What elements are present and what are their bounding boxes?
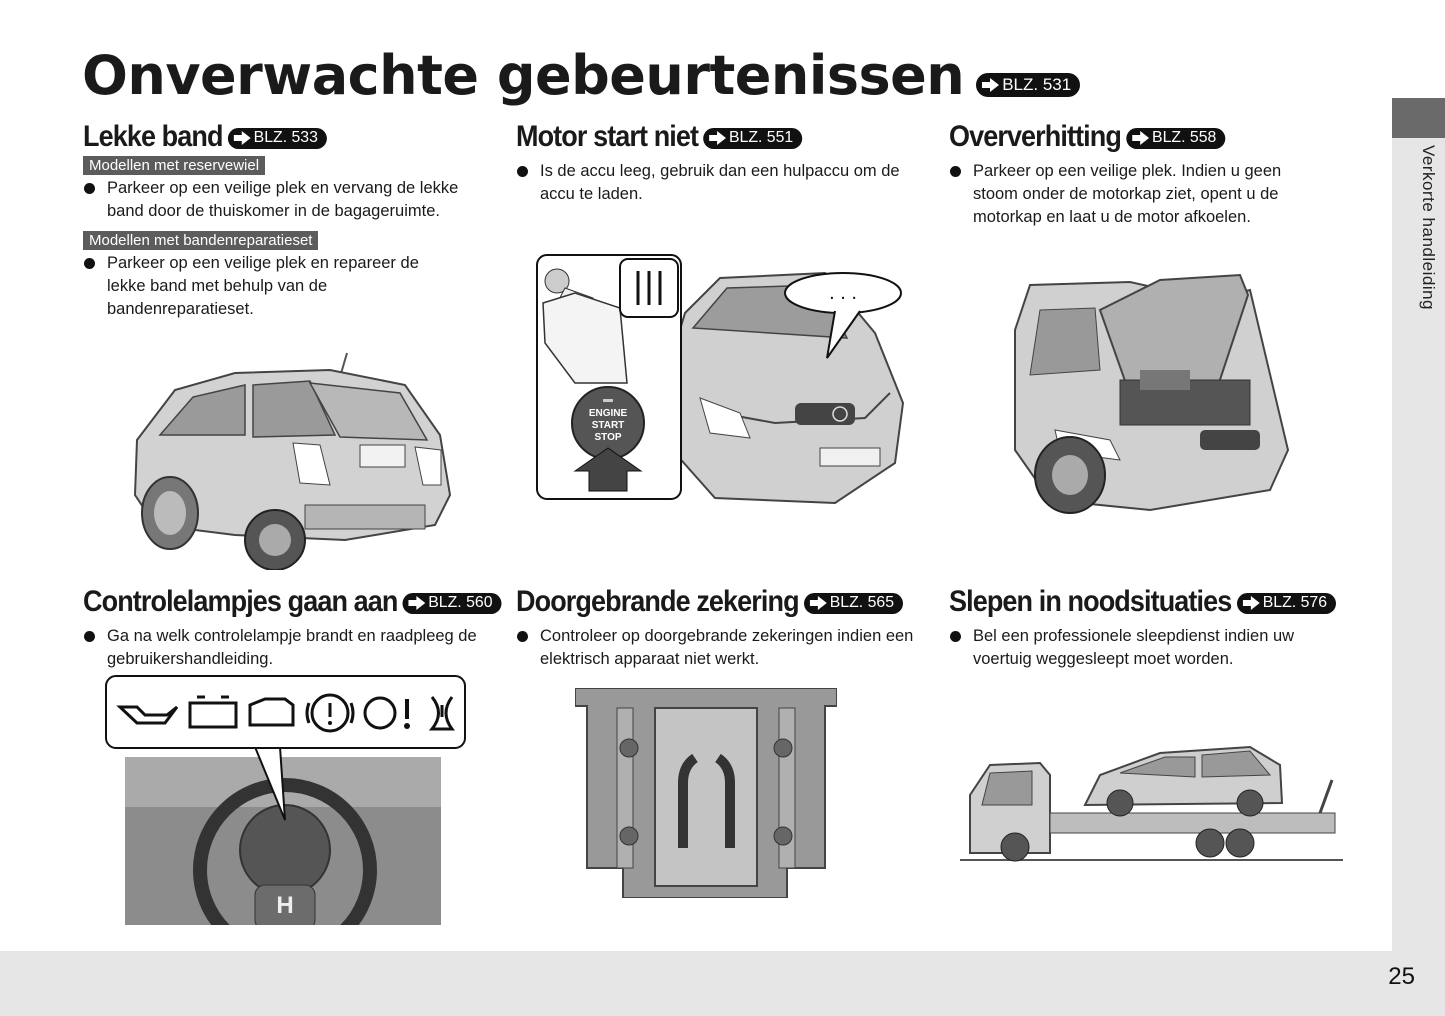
bullet-text: Ga na welk controlelampje brandt en raadpleeg de gebruikershandleiding. xyxy=(83,625,493,671)
page-ref-link[interactable]: BLZ. 565 xyxy=(804,593,903,614)
car-rear-illustration xyxy=(115,345,455,570)
page-ref-link[interactable]: BLZ. 533 xyxy=(228,128,327,149)
section-title: Lekke band BLZ. 533 xyxy=(83,120,452,154)
car-hood-open-illustration xyxy=(1010,270,1300,520)
engine-button-text: ENGINE xyxy=(588,408,628,419)
page-title-text: Onverwachte gebeurtenissen xyxy=(82,44,965,107)
section-flat-tire xyxy=(83,120,493,321)
arrow-right-icon xyxy=(707,131,727,145)
page-ref-link[interactable]: BLZ. 531 xyxy=(976,73,1080,97)
page-ref-link[interactable]: BLZ. 576 xyxy=(1237,593,1336,614)
arrow-right-icon xyxy=(232,131,252,145)
section-no-start xyxy=(516,120,926,206)
arrow-right-icon xyxy=(1130,131,1150,145)
page-title xyxy=(82,44,1080,107)
bullet-text: Parkeer op een veilige plek en repareer de lekke band met behulp van de bandenreparatieset. xyxy=(83,252,453,321)
page-ref-link[interactable]: BLZ. 560 xyxy=(403,593,502,614)
footer-bar xyxy=(0,951,1445,1016)
arrow-right-icon xyxy=(407,596,427,610)
arrow-right-icon xyxy=(980,78,1000,92)
page-number: 25 xyxy=(1388,963,1415,990)
section-indicators xyxy=(83,585,493,671)
engine-button-text: STOP xyxy=(594,432,622,443)
bubble-text: . . . xyxy=(829,282,857,304)
fuse-illustration xyxy=(575,688,837,898)
side-section-label: Verkorte handleiding xyxy=(1419,145,1438,311)
arrow-right-icon xyxy=(1241,596,1261,610)
section-title: Slepen in noodsituaties BLZ. 576 xyxy=(949,585,1318,619)
page-ref-link[interactable]: BLZ. 551 xyxy=(704,128,803,149)
bullet-text: Bel een professionele sleepdienst indien uw voertuig weggesleept moet worden. xyxy=(949,625,1329,671)
side-tab-marker xyxy=(1392,98,1445,138)
section-title: Controlelampjes gaan aan BLZ. 560 xyxy=(83,585,452,619)
bullet-text: Parkeer op een veilige plek en vervang de lekke band door de thuiskomer in de bagageruimte. xyxy=(83,177,493,223)
engine-start-illustration xyxy=(535,253,905,508)
model-tag: Modellen met bandenreparatieset xyxy=(83,231,318,250)
warning-lights-illustration xyxy=(105,675,470,925)
tow-truck-illustration xyxy=(960,735,1345,865)
section-towing xyxy=(949,585,1359,671)
bullet-text: Is de accu leeg, gebruik dan een hulpaccu om de accu te laden. xyxy=(516,160,916,206)
model-tag: Modellen met reservewiel xyxy=(83,156,265,175)
page-ref-link[interactable]: BLZ. 558 xyxy=(1126,128,1225,149)
section-title: Oververhitting BLZ. 558 xyxy=(949,120,1318,154)
section-title: Doorgebrande zekering BLZ. 565 xyxy=(516,585,885,619)
section-overheating xyxy=(949,120,1359,229)
section-fuse xyxy=(516,585,926,671)
logo-mark: H xyxy=(276,892,294,919)
engine-button-text: START xyxy=(591,420,625,431)
arrow-right-icon xyxy=(808,596,828,610)
bullet-text: Parkeer op een veilige plek. Indien u geen stoom onder de motorkap ziet, opent u de motorkap en laat u de motor afkoelen. xyxy=(949,160,1324,229)
bullet-text: Controleer op doorgebrande zekeringen indien een elektrisch apparaat niet werkt. xyxy=(516,625,926,671)
section-title: Motor start niet BLZ. 551 xyxy=(516,120,885,154)
